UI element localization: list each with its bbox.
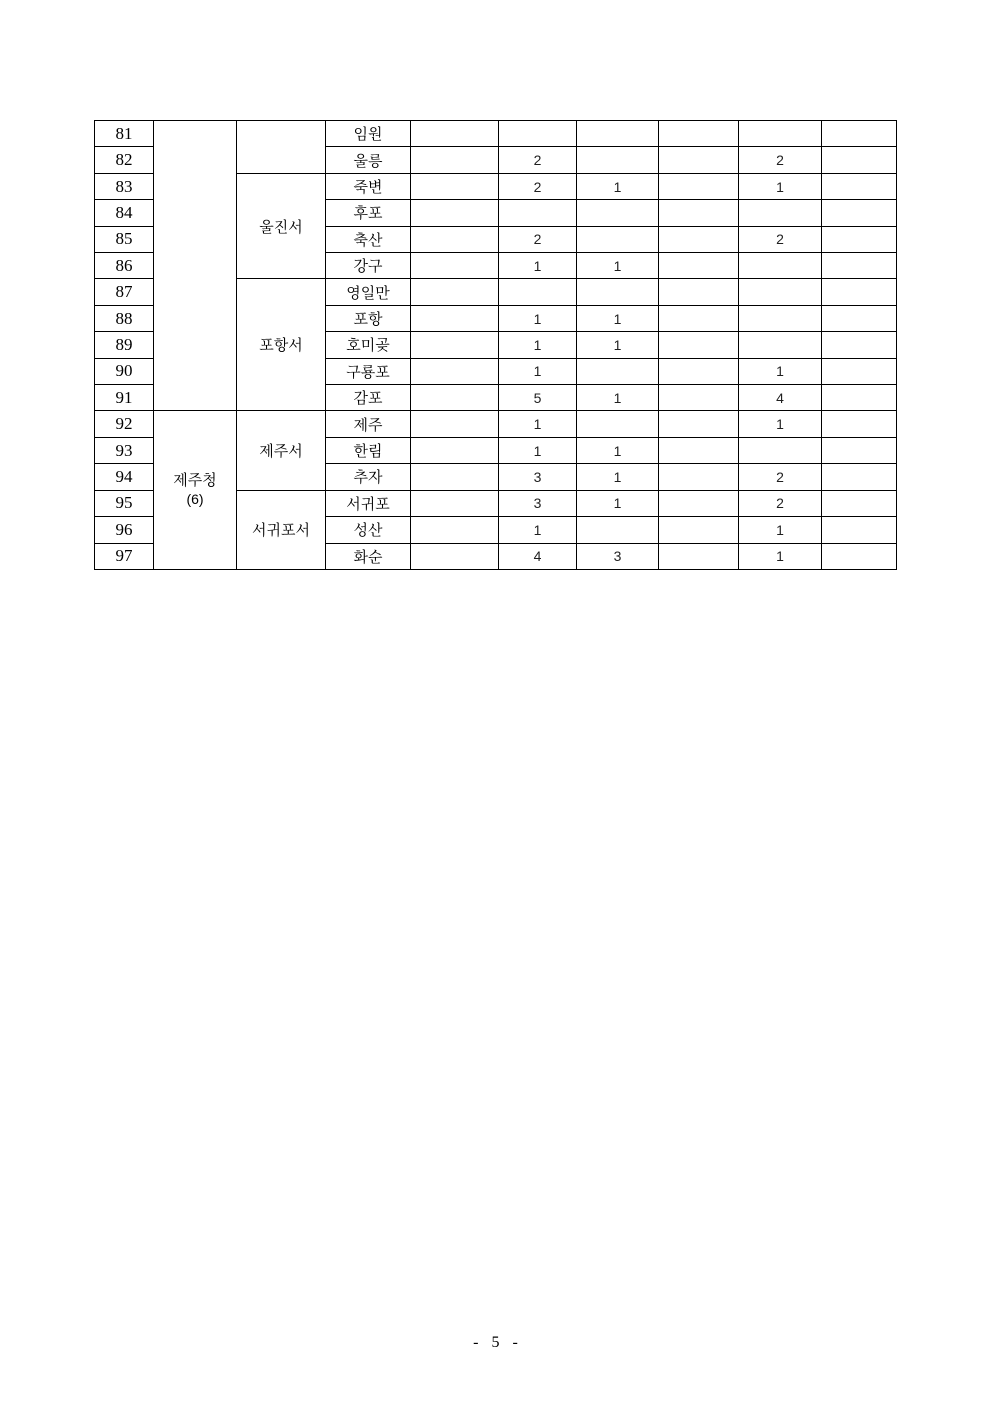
- value-cell: 2: [739, 490, 822, 516]
- value-cell: [822, 121, 897, 147]
- value-cell: 2: [739, 226, 822, 252]
- value-cell: 1: [499, 411, 577, 437]
- port-cell: 성산: [326, 517, 411, 543]
- value-cell: 3: [577, 543, 659, 570]
- value-cell: [659, 305, 739, 331]
- value-cell: [822, 147, 897, 173]
- station-cell: 포항서: [237, 279, 326, 411]
- row-number-cell: 83: [95, 173, 154, 199]
- value-cell: [499, 121, 577, 147]
- station-cell: 울진서: [237, 173, 326, 279]
- port-cell: 울릉: [326, 147, 411, 173]
- value-cell: [659, 200, 739, 226]
- value-cell: 4: [739, 385, 822, 411]
- station-cell: [237, 121, 326, 174]
- value-cell: [659, 464, 739, 490]
- value-cell: [659, 147, 739, 173]
- value-cell: 2: [499, 147, 577, 173]
- agency-name: 제주청: [173, 472, 217, 490]
- value-cell: [659, 253, 739, 279]
- value-cell: [411, 253, 499, 279]
- value-cell: [822, 332, 897, 358]
- station-cell: 제주서: [237, 411, 326, 490]
- row-number-cell: 89: [95, 332, 154, 358]
- row-number-cell: 90: [95, 358, 154, 384]
- value-cell: [411, 226, 499, 252]
- value-cell: [822, 358, 897, 384]
- station-cell: 서귀포서: [237, 490, 326, 569]
- value-cell: [411, 437, 499, 463]
- value-cell: [659, 226, 739, 252]
- value-cell: [577, 200, 659, 226]
- port-cell: 죽변: [326, 173, 411, 199]
- value-cell: [822, 437, 897, 463]
- value-cell: 1: [739, 543, 822, 570]
- value-cell: [577, 411, 659, 437]
- value-cell: 1: [577, 332, 659, 358]
- value-cell: [411, 543, 499, 570]
- row-number-cell: 86: [95, 253, 154, 279]
- port-cell: 서귀포: [326, 490, 411, 516]
- port-cell: 제주: [326, 411, 411, 437]
- value-cell: [659, 332, 739, 358]
- value-cell: [659, 517, 739, 543]
- value-cell: [411, 279, 499, 305]
- value-cell: [411, 305, 499, 331]
- value-cell: [739, 121, 822, 147]
- value-cell: [659, 437, 739, 463]
- value-cell: 1: [499, 358, 577, 384]
- value-cell: [822, 226, 897, 252]
- value-cell: [659, 543, 739, 570]
- table-row: [95, 411, 897, 437]
- value-cell: [577, 121, 659, 147]
- value-cell: 1: [739, 173, 822, 199]
- value-cell: [411, 200, 499, 226]
- value-cell: [577, 147, 659, 173]
- value-cell: 1: [499, 253, 577, 279]
- value-cell: 3: [499, 464, 577, 490]
- agency-cell: [154, 411, 237, 570]
- value-cell: 1: [739, 517, 822, 543]
- value-cell: [411, 385, 499, 411]
- value-cell: 1: [577, 253, 659, 279]
- value-cell: 2: [499, 226, 577, 252]
- value-cell: 1: [499, 305, 577, 331]
- page-number: - 5 -: [473, 1334, 519, 1351]
- value-cell: [659, 385, 739, 411]
- value-cell: [739, 305, 822, 331]
- value-cell: [411, 490, 499, 516]
- value-cell: 1: [577, 173, 659, 199]
- value-cell: [577, 358, 659, 384]
- value-cell: 3: [499, 490, 577, 516]
- row-number-cell: 84: [95, 200, 154, 226]
- value-cell: [411, 411, 499, 437]
- station-port-table: [94, 120, 897, 570]
- value-cell: [822, 385, 897, 411]
- value-cell: 1: [577, 305, 659, 331]
- value-cell: 5: [499, 385, 577, 411]
- value-cell: 1: [739, 411, 822, 437]
- value-cell: 2: [739, 464, 822, 490]
- port-cell: 호미곶: [326, 332, 411, 358]
- value-cell: [411, 358, 499, 384]
- row-number-cell: 81: [95, 121, 154, 147]
- port-cell: 한림: [326, 437, 411, 463]
- agency-count: (6): [186, 491, 204, 508]
- value-cell: [577, 226, 659, 252]
- value-cell: 4: [499, 543, 577, 570]
- value-cell: [659, 411, 739, 437]
- port-cell: 추자: [326, 464, 411, 490]
- value-cell: [822, 279, 897, 305]
- row-number-cell: 94: [95, 464, 154, 490]
- value-cell: [739, 279, 822, 305]
- value-cell: [499, 200, 577, 226]
- port-cell: 임원: [326, 121, 411, 147]
- row-number-cell: 92: [95, 411, 154, 437]
- row-number-cell: 85: [95, 226, 154, 252]
- agency-cell: [154, 121, 237, 411]
- value-cell: [739, 200, 822, 226]
- value-cell: 1: [577, 437, 659, 463]
- row-number-cell: 88: [95, 305, 154, 331]
- value-cell: 1: [577, 464, 659, 490]
- value-cell: [822, 253, 897, 279]
- value-cell: [659, 121, 739, 147]
- port-cell: 화순: [326, 543, 411, 570]
- value-cell: [577, 517, 659, 543]
- value-cell: [411, 332, 499, 358]
- value-cell: [822, 517, 897, 543]
- port-cell: 포항: [326, 305, 411, 331]
- value-cell: 2: [499, 173, 577, 199]
- value-cell: [822, 305, 897, 331]
- value-cell: [411, 464, 499, 490]
- value-cell: [822, 200, 897, 226]
- value-cell: 1: [577, 385, 659, 411]
- value-cell: [499, 279, 577, 305]
- value-cell: [822, 173, 897, 199]
- value-cell: [411, 517, 499, 543]
- value-cell: 2: [739, 147, 822, 173]
- value-cell: [822, 490, 897, 516]
- value-cell: [822, 411, 897, 437]
- value-cell: [411, 173, 499, 199]
- value-cell: 1: [739, 358, 822, 384]
- value-cell: 1: [499, 332, 577, 358]
- row-number-cell: 87: [95, 279, 154, 305]
- value-cell: 1: [577, 490, 659, 516]
- port-cell: 감포: [326, 385, 411, 411]
- row-number-cell: 97: [95, 543, 154, 570]
- value-cell: [659, 490, 739, 516]
- port-cell: 축산: [326, 226, 411, 252]
- port-cell: 구룡포: [326, 358, 411, 384]
- value-cell: [659, 358, 739, 384]
- value-cell: [411, 121, 499, 147]
- value-cell: 1: [499, 437, 577, 463]
- value-cell: [659, 279, 739, 305]
- value-cell: [822, 543, 897, 570]
- row-number-cell: 82: [95, 147, 154, 173]
- value-cell: [577, 279, 659, 305]
- row-number-cell: 91: [95, 385, 154, 411]
- value-cell: [411, 147, 499, 173]
- port-cell: 후포: [326, 200, 411, 226]
- value-cell: [739, 332, 822, 358]
- value-cell: [822, 464, 897, 490]
- row-number-cell: 95: [95, 490, 154, 516]
- value-cell: 1: [499, 517, 577, 543]
- row-number-cell: 96: [95, 517, 154, 543]
- port-cell: 영일만: [326, 279, 411, 305]
- value-cell: [739, 253, 822, 279]
- table-row: [95, 121, 897, 147]
- value-cell: [739, 437, 822, 463]
- table-body: [95, 121, 897, 570]
- port-cell: 강구: [326, 253, 411, 279]
- row-number-cell: 93: [95, 437, 154, 463]
- value-cell: [659, 173, 739, 199]
